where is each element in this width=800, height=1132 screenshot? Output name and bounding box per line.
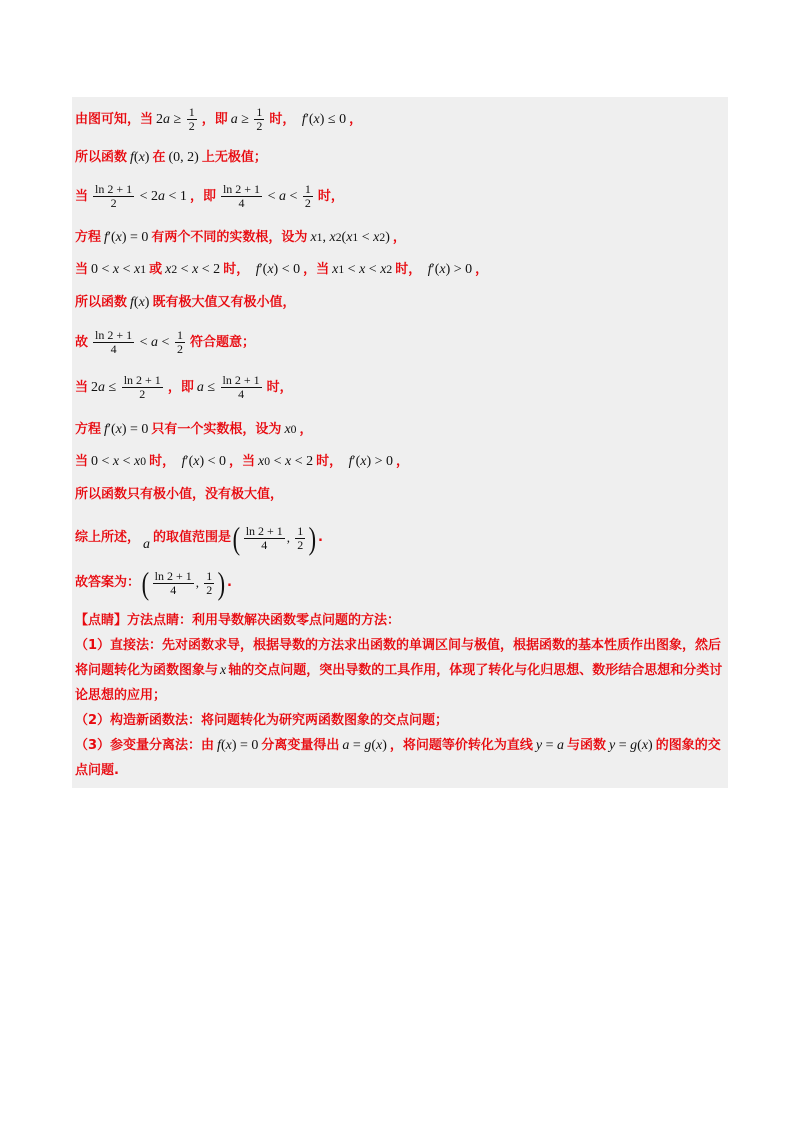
text: 既有极大值又有极小值， bbox=[152, 295, 296, 310]
math-expr: 2 a ≥ $\frac{1}{2}$ bbox=[156, 105, 195, 133]
text: ，将问题等价转化为直线 bbox=[389, 738, 533, 753]
text: 时， bbox=[317, 188, 344, 204]
text-line bbox=[75, 106, 362, 133]
text: . bbox=[317, 530, 323, 545]
text: 时， bbox=[223, 262, 250, 277]
text: 或 bbox=[149, 262, 163, 277]
math-expr: $\frac{\ln 2 + 1}{4}$ < a < $\frac{1}{2}$ bbox=[222, 182, 311, 210]
text: 有两个不同的实数根，设为 bbox=[151, 230, 308, 245]
text-line bbox=[75, 329, 255, 356]
hint-p1 bbox=[75, 633, 725, 708]
text: 当 bbox=[75, 454, 89, 469]
text: ，即 bbox=[201, 111, 228, 127]
math-expr: f ′( x ) < 0 bbox=[181, 454, 227, 469]
text: 时， bbox=[316, 454, 343, 469]
text-line bbox=[75, 293, 295, 313]
text-line bbox=[75, 452, 409, 472]
text: ， bbox=[392, 230, 406, 245]
math-expr: 0 < x < x 1 bbox=[91, 262, 147, 277]
math-expr: f ′( x ) > 0 bbox=[348, 454, 394, 469]
math-expr: 0 < x < x 0 bbox=[91, 454, 147, 469]
math-expr: ( $\frac{\ln 2 + 1}{4}$ , $\frac{1}{2}$ ) bbox=[141, 565, 226, 601]
math-expr: x 0 < x < 2 bbox=[258, 454, 314, 469]
text-line bbox=[75, 420, 313, 440]
math-expr: f ′( x ) = 0 bbox=[104, 230, 149, 245]
text-line bbox=[75, 485, 283, 505]
text-line bbox=[75, 565, 232, 601]
text: 当 bbox=[75, 188, 89, 204]
text: ，当 bbox=[303, 262, 330, 277]
text: . bbox=[226, 575, 232, 590]
text: 所以函数 bbox=[75, 150, 128, 165]
math-expr: x bbox=[220, 663, 227, 678]
math-expr: f ′( x ) < 0 bbox=[255, 262, 301, 277]
math-expr: x 1 , x 2 ( x 1 < x 2 ) bbox=[310, 230, 390, 245]
math-expr: $\frac{\ln 2 + 1}{4}$ < a < $\frac{1}{2}$ bbox=[95, 328, 183, 356]
text: 方程 bbox=[75, 230, 102, 245]
text-line bbox=[75, 374, 293, 401]
text: 当 bbox=[75, 262, 89, 277]
text: 轴的交点问题，突出导数的工具作用，体现了转化与化归思想、数形结合思想和分类讨论思想的应用； bbox=[75, 663, 723, 703]
math-expr: y = g ( x ) bbox=[609, 738, 653, 753]
hint-p3 bbox=[75, 733, 725, 783]
math-expr: x 0 bbox=[284, 422, 297, 437]
hint-section bbox=[75, 608, 725, 783]
text-line bbox=[75, 521, 323, 555]
text: 方程 bbox=[75, 422, 102, 437]
math-expr: f ′( x ) > 0 bbox=[427, 262, 473, 277]
text: ，即 bbox=[189, 188, 216, 204]
text: ， bbox=[349, 111, 363, 127]
math-expr: $\frac{\ln 2 + 1}{2}$ < 2 a < 1 bbox=[95, 182, 187, 210]
math-expr: x 2 < x < 2 bbox=[165, 262, 221, 277]
text: 与函数 bbox=[567, 738, 607, 753]
text: 由图可知，当 bbox=[75, 111, 154, 127]
text: 分离变量得出 bbox=[261, 738, 340, 753]
text: 时， bbox=[269, 111, 296, 127]
text: 图象的交点问题. bbox=[75, 738, 721, 778]
text: 当 bbox=[75, 379, 89, 395]
text: 时， bbox=[266, 379, 293, 395]
text: 故 bbox=[75, 334, 89, 350]
math-expr: f ( x ) = 0 bbox=[217, 738, 259, 753]
text: ，即 bbox=[167, 379, 194, 395]
text: 符合题意； bbox=[189, 334, 255, 350]
text: 所以函数 bbox=[75, 295, 128, 310]
text: （1）直接法：先对函数求导，根据导数的方法求出函数的单调区间与极值，根据函数的基本性质作出图象，然后将问题转化为函数图象与 bbox=[75, 638, 722, 678]
math-expr: f ′( x ) ≤ 0 bbox=[301, 111, 347, 127]
text-line bbox=[75, 260, 488, 280]
text: 只有一个实数根，设为 bbox=[151, 422, 282, 437]
text: 综上所述， bbox=[75, 530, 141, 545]
math-expr: 2 a ≤ $\frac{\ln 2 + 1}{2}$ bbox=[91, 373, 161, 401]
text: 上无极值； bbox=[201, 150, 267, 165]
text: ，当 bbox=[229, 454, 256, 469]
math-expr: f ( x ) bbox=[130, 295, 150, 310]
math-expr: a = g ( x ) bbox=[342, 738, 387, 753]
text: ， bbox=[475, 262, 489, 277]
hint-title: 【点睛】方法点睛：利用导数解决函数零点问题的方法： bbox=[75, 613, 401, 628]
text-line bbox=[75, 148, 267, 168]
math-expr: ( $\frac{\ln 2 + 1}{4}$ , $\frac{1}{2}$ ) bbox=[232, 520, 317, 556]
math-expr: y = a bbox=[535, 738, 565, 753]
text: ， bbox=[396, 454, 410, 469]
text: 故答案为： bbox=[75, 575, 141, 590]
text: 的 bbox=[655, 738, 669, 753]
math-expr: a ≥ $\frac{1}{2}$ bbox=[230, 105, 263, 133]
math-expr: a ≤ $\frac{\ln 2 + 1}{4}$ bbox=[196, 373, 260, 401]
math-expr: f ′( x ) = 0 bbox=[104, 422, 149, 437]
text: 在 bbox=[152, 150, 166, 165]
text: （3）参变量分离法：由 bbox=[75, 738, 215, 753]
text-line bbox=[75, 228, 406, 248]
text: 时， bbox=[395, 262, 422, 277]
text: 的取值范围是 bbox=[153, 530, 232, 545]
text: ， bbox=[299, 422, 313, 437]
text: 时， bbox=[149, 454, 176, 469]
math-expr: x 1 < x < x 2 bbox=[332, 262, 393, 277]
hint-p2: （2）构造新函数法：将问题转化为研究两函数图象的交点问题； bbox=[75, 713, 449, 728]
text-line bbox=[75, 183, 344, 210]
math-expr: f ( x ) bbox=[130, 150, 150, 165]
text: 所以函数只有极小值，没有极大值， bbox=[75, 487, 284, 502]
math-expr: (0, 2) bbox=[168, 150, 199, 165]
math-expr: a bbox=[143, 537, 151, 552]
